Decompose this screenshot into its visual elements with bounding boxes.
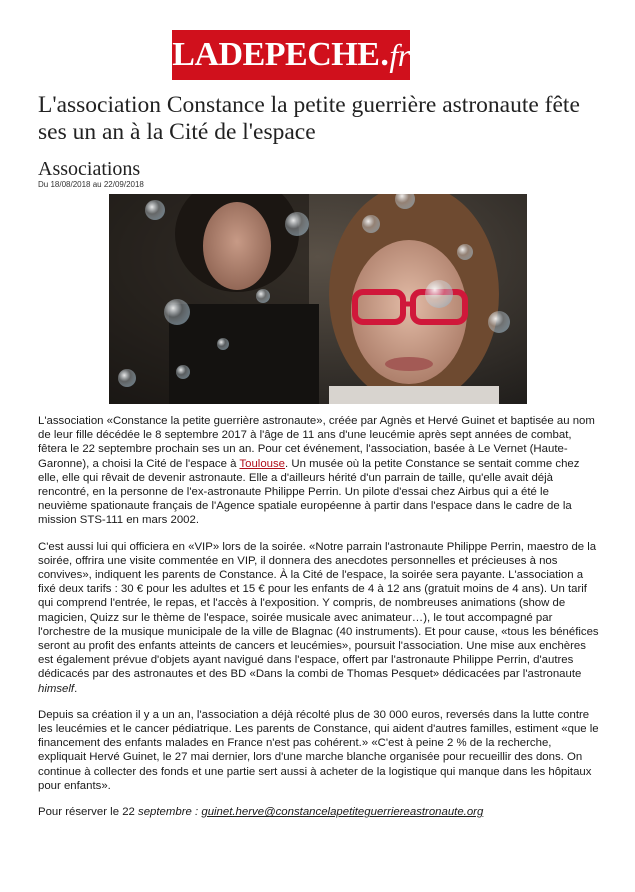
paragraph-4-emphasis: septembre : (138, 806, 199, 819)
paragraph-2-emphasis: himself (38, 682, 75, 695)
paragraph-4-text: Pour réserver le 22 (38, 806, 139, 819)
paragraph-2-text-a: C'est aussi lui qui officiera en «VIP» lors de la soirée. «Notre parrain l'astronaute Philippe Perrin, maestro de la soirée, offrira une visite commentée en VIP, il donnera des anecdotes personnelles et précieuses à nos convives», indiquent les parents de Constance. À la Cité de l'espace, la soirée sera payante. L'association a fixé deux tarifs : 30 € pour les adultes et 15 € pour les enfants de 4 à 12 ans (gratuit moins de 4 ans). Un tarif qui comprend l'entrée, le repas, et l'accès à l'exposition. Y compris, de nombreuses animations (show de magicien, Quizz sur le thème de l'espace, soirée musicale avec animateur…), le tout accompagné par l'orchestre de la musique municipale de la ville de Blagnac (40 instruments). Et pour cause, «tous les bénéfices seront au profit des enfants atteints de cancers et leucémies», poursuit l'association. Une mise aux enchères est également prévue d'objets ayant navigué dans l'espace, offert par l'astronaute Philippe Perrin, d'autres dédicacés par des astronautes et des BD «Dans la combi de Thomas Pesquet» dédicacées par l'astronaute (38, 540, 599, 681)
logo-dot: . (380, 36, 389, 73)
toulouse-link[interactable]: Toulouse (239, 457, 286, 470)
paragraph-2-text-b: . (74, 682, 78, 695)
paragraph-2 (38, 540, 600, 696)
paragraph-1 (38, 414, 600, 528)
article-headline: L'association Constance la petite guerrière astronaute fête ses un an à la Cité de l'espace (38, 92, 580, 145)
event-dates: Du 18/08/2018 au 22/09/2018 (38, 180, 144, 189)
paragraph-1-text-a: L'association «Constance la petite guerrière astronaute», créée par Agnès et Hervé Guinet et baptisée au nom de leur fille décédée le 8 septembre 2017 à l'âge de 11 ans d'une leucémie après sept années de combat, fêtera le 22 septembre prochain ses un an. Pour cet événement, l'association, basée à Le Vernet (Haute-Garonne), a choisi la Cité de l'espace à (38, 415, 595, 470)
article-category: Associations (38, 158, 141, 180)
logo-tld: fr (389, 36, 410, 73)
article-body (38, 414, 600, 831)
ladepeche-logo[interactable] (172, 30, 410, 80)
article-photo (109, 194, 527, 404)
email-link[interactable]: guinet.herve@constancelapetiteguerriereastronaute.org (201, 806, 484, 819)
paragraph-4 (38, 805, 600, 819)
logo-name: LADEPECHE (172, 36, 380, 73)
photo-image (109, 194, 527, 404)
paragraph-1-text-b: . Un musée où la petite Constance se sentait comme chez elle, elle qui rêvait de devenir astronaute. Elle a d'ailleurs hérité d'un parrain de taille, qu'elle avait déjà rencontré, en la personne de l'ex-astronaute Philippe Perrin. Un pilote d'essai chez Airbus qui a été le neuvième spationaute français de l'Agence spatiale européenne à partir dans l'espace dans le cadre de la mission STS-111 en mars 2002. (38, 457, 580, 527)
paragraph-3: Depuis sa création il y a un an, l'association a déjà récolté plus de 30 000 euros, reversés dans la lutte contre les leucémies et le cancer pédiatrique. Les parents de Constance, qui aident d'autres familles, estiment «que le financement des enfants malades en France n'est pas cohérent.» «C'est à peine 2 % de la recherche, expliquait Hervé Guinet, le 27 mai dernier, lors d'une marche blanche organisée pour recueillir des dons. On continue à collecter des fonds et une partie sert aussi à acheter de la logistique qui manque dans les hôpitaux pour enfants». (38, 708, 599, 792)
